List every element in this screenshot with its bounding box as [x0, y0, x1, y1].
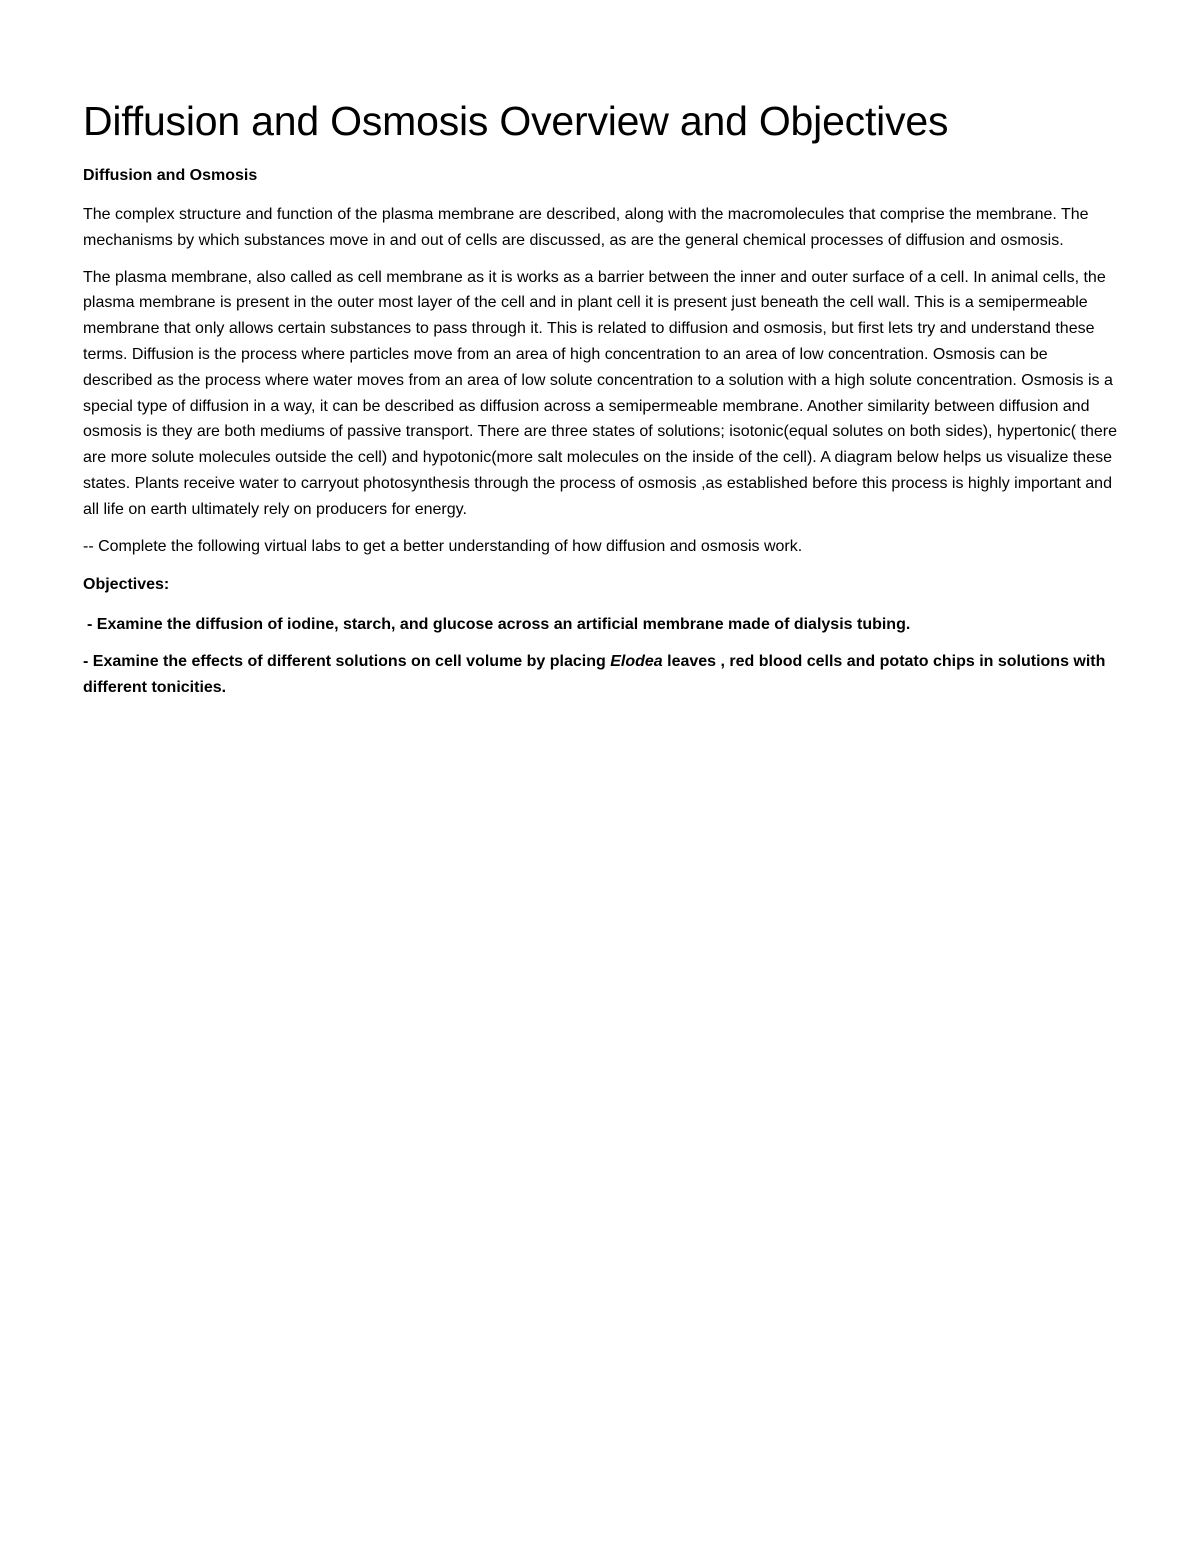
objective-item-2-text-end: leaves , red blood cells and potato chips in solutions with different tonicities.: [83, 653, 1106, 696]
document-page: [83, 93, 1118, 712]
instruction-paragraph: -- Complete the following virtual labs to get a better understanding of how diffusion and osmosis work.: [83, 537, 803, 555]
objective-item-1: - Examine the diffusion of iodine, starch, and glucose across an artificial membrane made of dialysis tubing.: [87, 616, 911, 634]
page-title: Diffusion and Osmosis Overview and Objectives: [83, 98, 949, 144]
objectives-heading: Objectives:: [83, 576, 170, 594]
intro-paragraph: The complex structure and function of the plasma membrane are described, along with the macromolecules that comprise the membrane. The mechanisms by which substances move in and out of cells are discussed, as are the general chemical processes of diffusion and osmosis.: [83, 206, 1089, 249]
objective-item-2: [83, 649, 1118, 701]
body-paragraph: The plasma membrane, also called as cell membrane as it is works as a barrier between the inner and outer surface of a cell. In animal cells, the plasma membrane is present in the outer most layer of the cell and in plant cell it is present just beneath the cell wall. This is a semipermeable membrane that only allows certain substances to pass through it. This is related to diffusion and osmosis, but first lets try and understand these terms. Diffusion is the process where particles move from an area of high concentration to an area of low concentration. Osmosis can be described as the process where water moves from an area of low solute concentration to a solution with a high solute concentration. Osmosis is a special type of diffusion in a way, it can be described as diffusion across a semipermeable membrane. Another similarity between diffusion and osmosis is they are both mediums of passive transport. There are three states of solutions; isotonic(equal solutes on both sides), hypertonic( there are more solute molecules outside the cell) and hypotonic(more salt molecules on the inside of the cell). A diagram below helps us visualize these states. Plants receive water to carryout photosynthesis through the process of osmosis ,as established before this process is highly important and all life on earth ultimately rely on producers for energy.: [83, 268, 1118, 518]
section-heading: Diffusion and Osmosis: [83, 167, 258, 184]
objective-item-2-text-start: - Examine the effects of different solutions on cell volume by placing: [83, 653, 611, 671]
objective-item-2-species: Elodea: [610, 653, 663, 671]
